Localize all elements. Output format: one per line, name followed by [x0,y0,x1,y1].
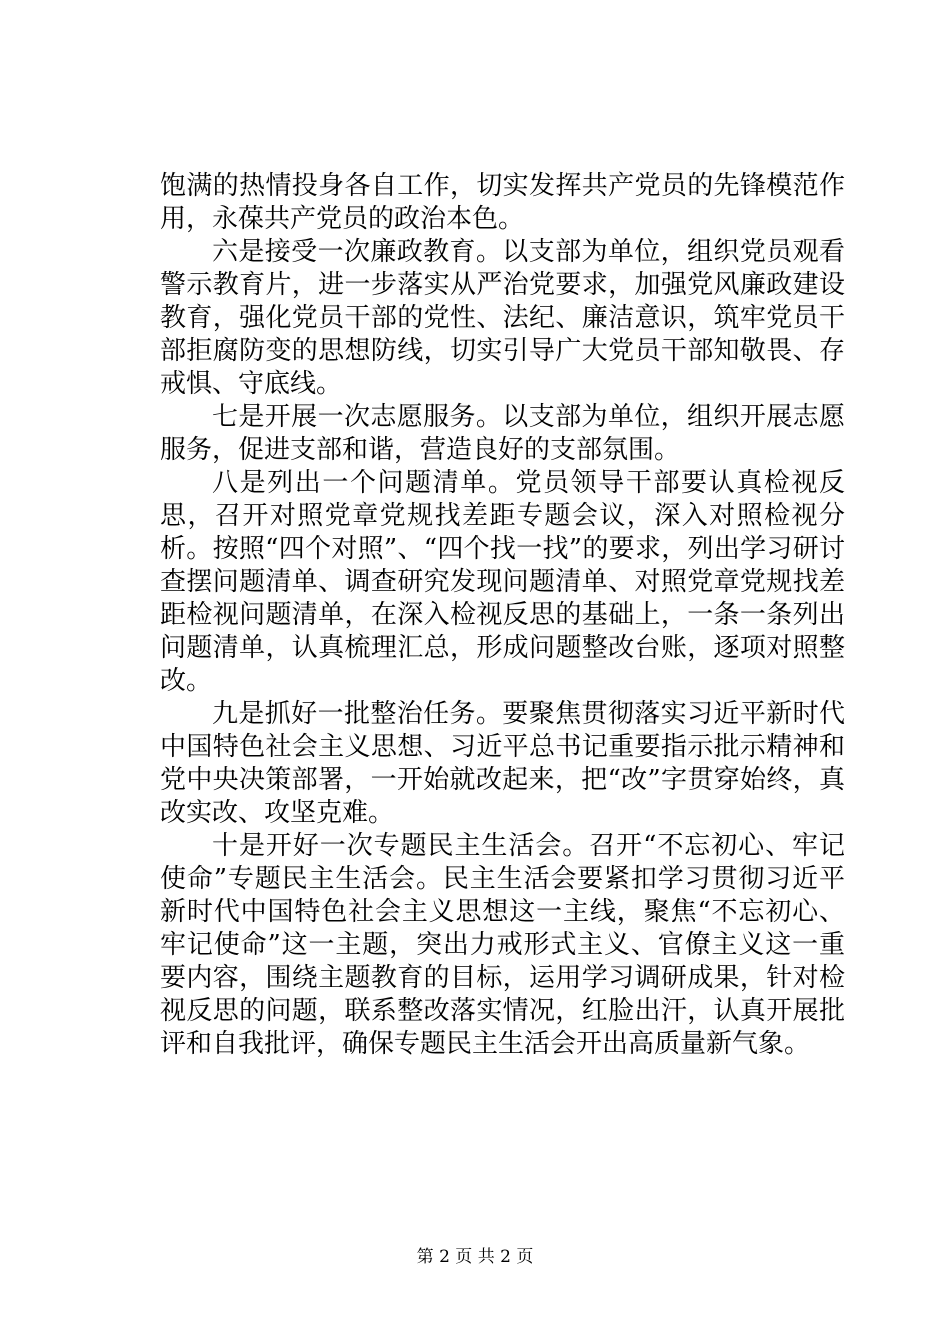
paragraph-4: 八是列出一个问题清单。党员领导干部要认真检视反思，召开对照党章党规找差距专题会议，深入对照检视分析。按照“四个对照”、“四个找一找”的要求，列出学习研讨查摆问题清单、调查研究发现问题清单、对照党章党规找差距检视问题清单，在深入检视反思的基础上，一条一条列出问题清单，认真梳理汇总，形成问题整改台账，逐项对照整改。 [160,468,845,696]
paragraph-1: 饱满的热情投身各自工作，切实发挥共产党员的先锋模范作用，永葆共产党员的政治本色。 [160,171,845,234]
paragraph-3: 七是开展一次志愿服务。以支部为单位，组织开展志愿服务，促进支部和谐，营造良好的支部氛围。 [160,402,845,465]
paragraph-2: 六是接受一次廉政教育。以支部为单位，组织党员观看警示教育片，进一步落实从严治党要求，加强党风廉政建设教育，强化党员干部的党性、法纪、廉洁意识，筑牢党员干部拒腐防变的思想防线，切实引导广大党员干部知敬畏、存戒惧、守底线。 [160,237,845,399]
paragraph-5: 九是抓好一批整治任务。要聚焦贯彻落实习近平新时代中国特色社会主义思想、习近平总书记重要指示批示精神和党中央决策部署，一开始就改起来，把“改”字贯穿始终，真改实改、攻坚克难。 [160,699,845,828]
page-number-label: 第 2 页 共 2 页 [416,1247,534,1267]
paragraph-6: 十是开好一次专题民主生活会。召开“不忘初心、牢记使命”专题民主生活会。民主生活会要紧扣学习贯彻习近平新时代中国特色社会主义思想这一主线，聚焦“不忘初心、牢记使命”这一主题，突出力戒形式主义、官僚主义这一重要内容，围绕主题教育的目标，运用学习调研成果，针对检视反思的问题，联系整改落实情况，红脸出汗，认真开展批评和自我批评，确保专题民主生活会开出高质量新气象。 [160,831,845,1059]
document-body [160,170,845,1061]
page-footer [0,1242,950,1267]
